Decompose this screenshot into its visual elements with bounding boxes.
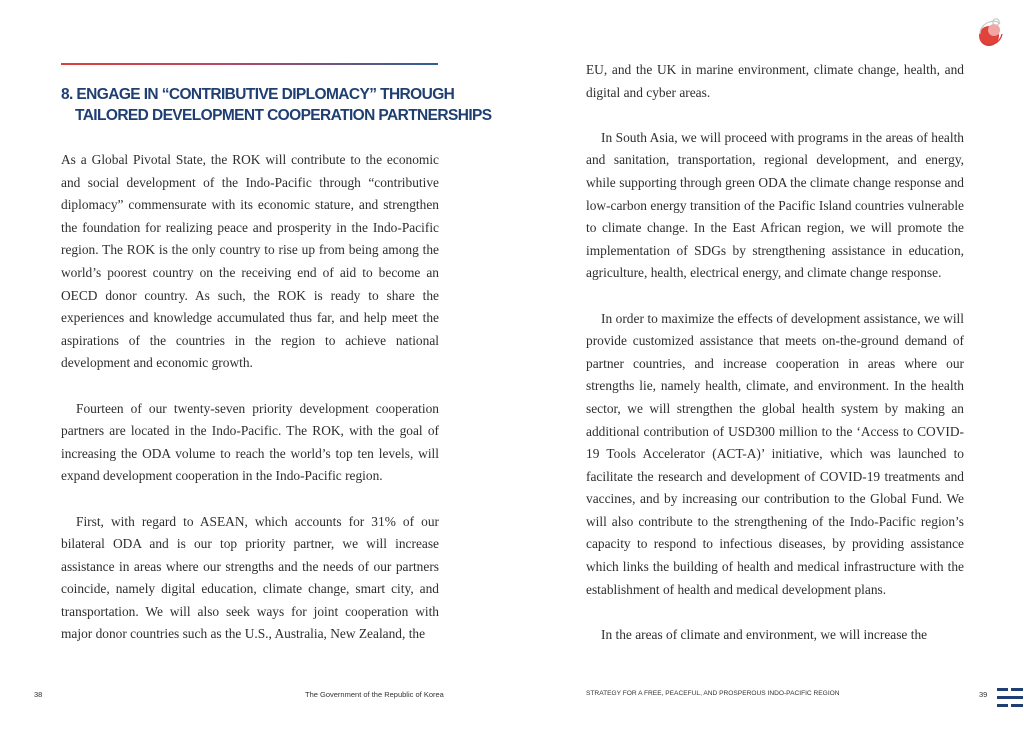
left-paragraph-2: Fourteen of our twenty-seven priority development cooperation partners are located in the Indo-Pacific. The ROK, with the goal of increasing the ODA volume to reach the world’s top ten levels, will expand development cooperation in the Indo-Pacific region. — [61, 400, 439, 484]
right-paragraph-3: In order to maximize the effects of development assistance, we will provide customized assistance that meets on-the-ground demand of partner countries, and increase cooperation in areas where our strengths lie, namely health, climate, and environment. In the health sector, we will strengthen the global health system by making an additional contribution of USD300 million to the ‘Access to COVID-19 Tools Accelerator (ACT-A)’ initiative, which was launched to facilitate the research and development of COVID-19 treatments and vaccines, and by increasing our contribution to the Global Fund. We will also contribute to the strengthening of the Indo-Pacific region’s capacity to respond to infectious diseases, by providing assistance which links the building of health and medical infrastructure with the establishment of health and medical development plans. — [586, 310, 964, 597]
left-page-number: 38 — [34, 690, 43, 699]
taegeuk-emblem-icon — [972, 14, 1008, 50]
left-paragraph-3: First, with regard to ASEAN, which accounts for 31% of our bilateral ODA and is our top priority partner, we will increase assistance in areas where our strengths and the needs of our partners coincide, namely digital education, climate change, smart city, and transportation. We will also seek ways for joint cooperation with major donor countries such as the U.S., Australia, New Zealand, the — [61, 513, 439, 642]
right-paragraph-1: EU, and the UK in marine environment, climate change, health, and digital and cyber areas. — [586, 62, 964, 100]
right-footer-text: STRATEGY FOR A FREE, PEACEFUL, AND PROSPEROUS INDO-PACIFIC REGION — [586, 690, 840, 697]
section-heading-line-2: TAILORED DEVELOPMENT COOPERATION PARTNERSHIPS — [75, 107, 492, 124]
section-heading — [61, 84, 492, 126]
right-paragraph-2: In South Asia, we will proceed with programs in the areas of health and sanitation, transportation, regional development, and energy, while supporting through green ODA the climate change response and low-carbon energy transition of the Pacific Island countries vulnerable to climate change. In the East African region, we will promote the implementation of SDGs by strengthening assistance in education, agriculture, health, electrical energy, and climate change response. — [586, 129, 964, 281]
right-page-number: 39 — [979, 690, 988, 699]
right-column — [586, 59, 964, 646]
heading-divider-rule — [61, 63, 438, 65]
left-column — [61, 149, 439, 646]
left-paragraph-1: As a Global Pivotal State, the ROK will contribute to the economic and social development of the Indo-Pacific through “contributive diplomacy” commensurate with its economic stature, and strengthen the foundation for realizing peace and prosperity in the Indo-Pacific region. The ROK is the only country to rise up from being among the world’s poorest country on the receiving end of aid to become an OECD donor country. As such, the ROK is ready to share the experiences and knowledge accumulated thus far, and help meet the aspirations of the countries in the region to achieve national development and economic growth. — [61, 152, 439, 371]
section-heading-line-1: 8. ENGAGE IN “CONTRIBUTIVE DIPLOMACY” THROUGH — [61, 86, 455, 103]
right-paragraph-4: In the areas of climate and environment, we will increase the — [601, 626, 928, 642]
trigram-menu-icon — [997, 688, 1023, 708]
left-footer-text: The Government of the Republic of Korea — [305, 690, 444, 699]
